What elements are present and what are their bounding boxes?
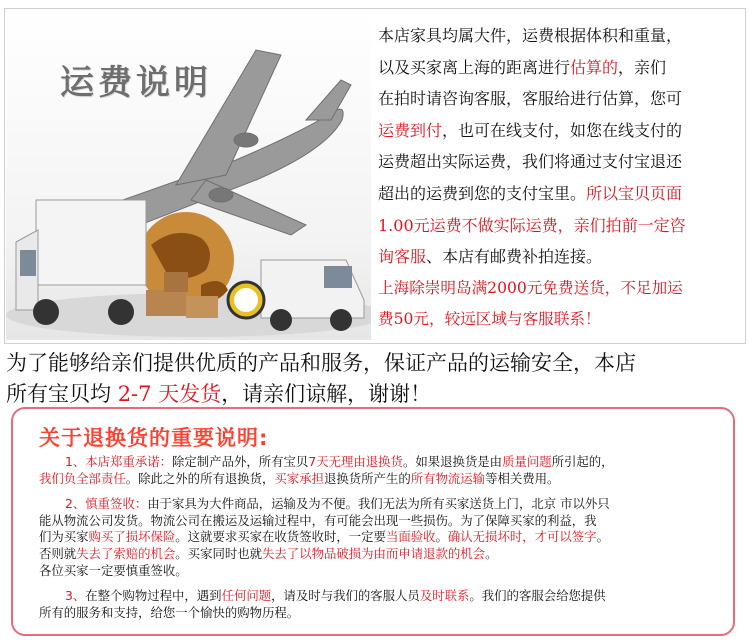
- shipping-line: [378, 304, 738, 336]
- highlight-text: 1.00元运费不做实际运费，亲们拍前一定咨: [378, 215, 686, 235]
- body-text: 由于家具为大件商品，运输及为不便。我们无法为所有买家送货上门，北京 市以外只: [147, 496, 610, 512]
- highlight-text: 所有物流运输: [410, 470, 486, 486]
- notice-line-1: 为了能够给亲们提供优质的产品和服务，保证产品的运输安全，本店: [6, 351, 636, 375]
- returns-items: [39, 454, 729, 630]
- body-text: 。我们的客服会给您提供: [469, 588, 606, 604]
- highlight-text: 上海除崇明岛满2000元免费送货，不足加运: [378, 278, 683, 297]
- shipping-illustration: [6, 10, 371, 340]
- body-text: ，也可在线支付，如您在线支付的: [442, 120, 683, 140]
- shipping-description: [378, 20, 738, 336]
- body-text: 所有的服务和支持，给您一个愉快的购物历程。: [39, 604, 300, 620]
- shipping-line: [378, 273, 738, 305]
- highlight-text: 购买了损坏保险: [88, 529, 176, 545]
- returns-panel: [11, 407, 735, 636]
- returns-item: [39, 454, 729, 487]
- body-text: 们为买家: [39, 529, 89, 545]
- body-text: 。: [435, 529, 448, 545]
- shipping-line: [378, 146, 738, 178]
- highlight-text: 费50元，较远区域与客服联系！: [378, 310, 601, 329]
- highlight-text: 失去了以物品破损为由而申请退款的机会: [262, 545, 486, 561]
- notice-text-end: ，请亲们谅解，谢谢！: [221, 382, 432, 406]
- highlight-text: 任何问题: [221, 588, 272, 604]
- highlight-text: 所以宝贝页面: [586, 183, 683, 203]
- body-text: 本店家具均属大件，运费根据体积和重量，: [378, 26, 683, 45]
- highlight-text: 估算的: [570, 57, 619, 77]
- highlight-text: 询客服: [378, 247, 427, 267]
- body-text: 退换货所产生的: [323, 470, 411, 486]
- body-text: 、本店有邮费补拍连接。: [426, 247, 603, 267]
- body-text: 。除此之外的所有退换货，: [125, 470, 275, 486]
- delivery-days: 2-7 天发货: [117, 382, 222, 406]
- highlight-text: 及时联系: [419, 588, 470, 604]
- shipping-line: [378, 52, 738, 84]
- shipping-title: 运费说明: [60, 63, 212, 103]
- highlight-text: 我们负全部责任: [39, 470, 126, 486]
- body-text: 在拍时请咨询客服，客服给进行估算，您可: [378, 89, 683, 109]
- highlight-text: 买家承担: [274, 470, 324, 486]
- shipping-line: [378, 115, 738, 147]
- body-text: 以及买家离上海的距离进行: [378, 57, 571, 77]
- returns-item: [39, 588, 729, 621]
- notice-line-2: [6, 379, 746, 410]
- shipping-line: [378, 210, 738, 242]
- highlight-text: 质量问题: [502, 454, 552, 469]
- highlight-text: 失去了索赔的机会: [76, 545, 176, 561]
- body-text: 。买家同时也就: [175, 545, 263, 561]
- returns-item: [39, 496, 729, 579]
- shipping-line: [378, 83, 738, 115]
- highlight-text: 确认无损坏时，才可以签字: [447, 529, 597, 545]
- body-text: 超出的运费到您的支付宝里。: [378, 183, 587, 203]
- body-text: ，请及时与我们的客服人员: [271, 588, 420, 604]
- body-text: 各位买家一定要慎重签收。: [39, 562, 188, 578]
- body-text: 除定制产品外，所有宝贝: [172, 454, 309, 469]
- body-text: 等相关费用。: [485, 470, 560, 486]
- shipping-line: [378, 241, 738, 273]
- body-text: 能从物流公司发货。物流公司在搬运及运输过程中，有可能会出现一些损伤。为了保障买家的利益，我: [39, 512, 597, 528]
- body-text: 。如果退换货是由: [402, 454, 503, 469]
- highlight-text: 2、慎重签收：: [65, 496, 148, 512]
- highlight-text: 3、: [65, 588, 86, 604]
- body-text: 。这就要求买家在收货签收时，一定要: [175, 529, 386, 545]
- body-text: 。: [596, 529, 609, 545]
- body-text: ，亲们: [618, 57, 667, 77]
- shipping-line: [378, 178, 738, 210]
- shipping-line: [378, 20, 738, 52]
- body-text: 运费超出实际运费，我们将通过支付宝退还: [378, 152, 683, 172]
- body-text: 所引起的，: [551, 454, 614, 469]
- delivery-notice: [6, 348, 746, 410]
- highlight-text: 1、本店郑重承诺：: [65, 454, 173, 469]
- highlight-text: 运费到付: [378, 120, 443, 140]
- returns-title: 关于退换货的重要说明:: [39, 426, 269, 450]
- highlight-text: 7天无理由退换货: [308, 454, 403, 469]
- notice-text: 所有宝贝均: [6, 382, 118, 406]
- body-text: 。: [485, 545, 498, 561]
- body-text: 否则就: [39, 545, 77, 561]
- highlight-text: 当面验收: [385, 529, 436, 545]
- body-text: 在整个购物过程中，遇到: [85, 588, 222, 604]
